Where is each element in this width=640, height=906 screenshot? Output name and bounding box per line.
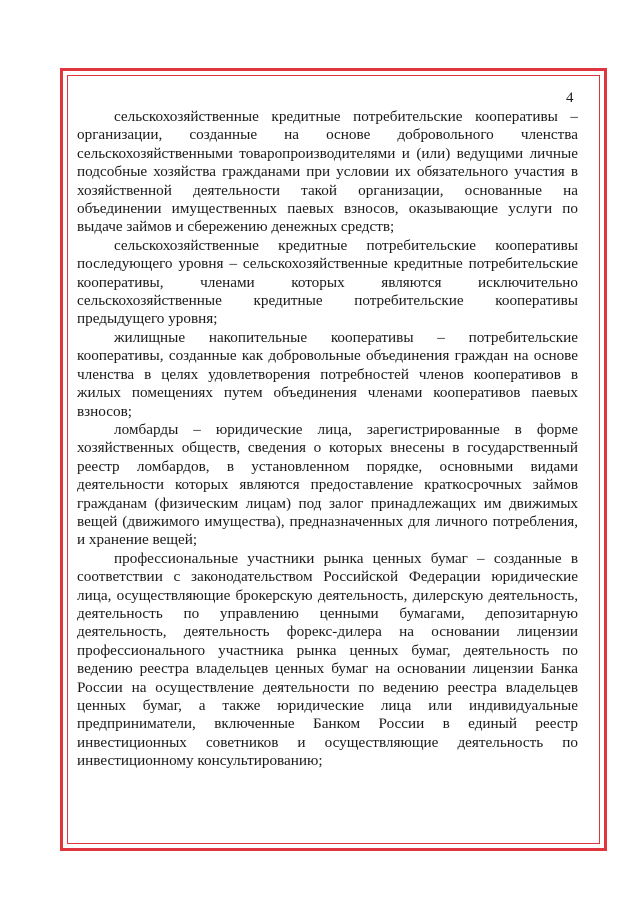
page-number: 4 xyxy=(566,90,574,106)
document-body xyxy=(77,108,578,771)
paragraph-pawnshops: ломбарды – юридические лица, зарегистрированные в форме хозяйственных обществ, сведения о которых внесены в государственный реестр ломбардов, в установленном порядке, основными видами деятельности которых являются предоставление краткосрочных займов гражданам (физическим лицам) под залог принадлежащих им движимых вещей (движимого имущества), предназначенных для личного потребления, и хранение вещей; xyxy=(77,420,578,549)
paragraph-securities-market-participants: профессиональные участники рынка ценных бумаг – созданные в соответствии с законодательством Российской Федерации юридические лица, осуществляющие брокерскую деятельность, дилерскую деятельность, деятельность по управлению ценными бумагами, депозитарную деятельность, деятельность форекс-дилера на основании лицензии профессионального участника рынка ценных бумаг, деятельность по ведению реестра владельцев ценных бумаг на основании лицензии Банка России на осуществление деятельности по ведению реестра владельцев ценных бумаг, а также юридические лица или индивидуальные предприниматели, включенные Банком России в единый реестр инвестиционных советников и осуществляющие деятельность по инвестиционному консультированию; xyxy=(77,549,578,770)
paragraph-next-level-cooperatives: сельскохозяйственные кредитные потребительские кооперативы последующего уровня – сельскохозяйственные кредитные потребительские кооперативы, членами которых являются исключительно сельскохозяйственные кредитные потребительские кооперативы предыдущего уровня; xyxy=(77,236,578,328)
paragraph-housing-savings-cooperatives: жилищные накопительные кооперативы – потребительские кооперативы, созданные как добровольные объединения граждан на основе членства в целях удовлетворения потребностей членов кооперативов в жилых помещениях путем объединения членами кооперативов паевых взносов; xyxy=(77,328,578,420)
paragraph-agricultural-credit-cooperatives: сельскохозяйственные кредитные потребительские кооперативы – организации, созданные на основе добровольного членства сельскохозяйственными товаропроизводителями и (или) ведущими личные подсобные хозяйства гражданами при условии их обязательного участия в хозяйственной деятельности такой организации, основанные на объединении имущественных паевых взносов, оказывающие услуги по выдаче займов и сбережению денежных средств; xyxy=(77,108,578,236)
